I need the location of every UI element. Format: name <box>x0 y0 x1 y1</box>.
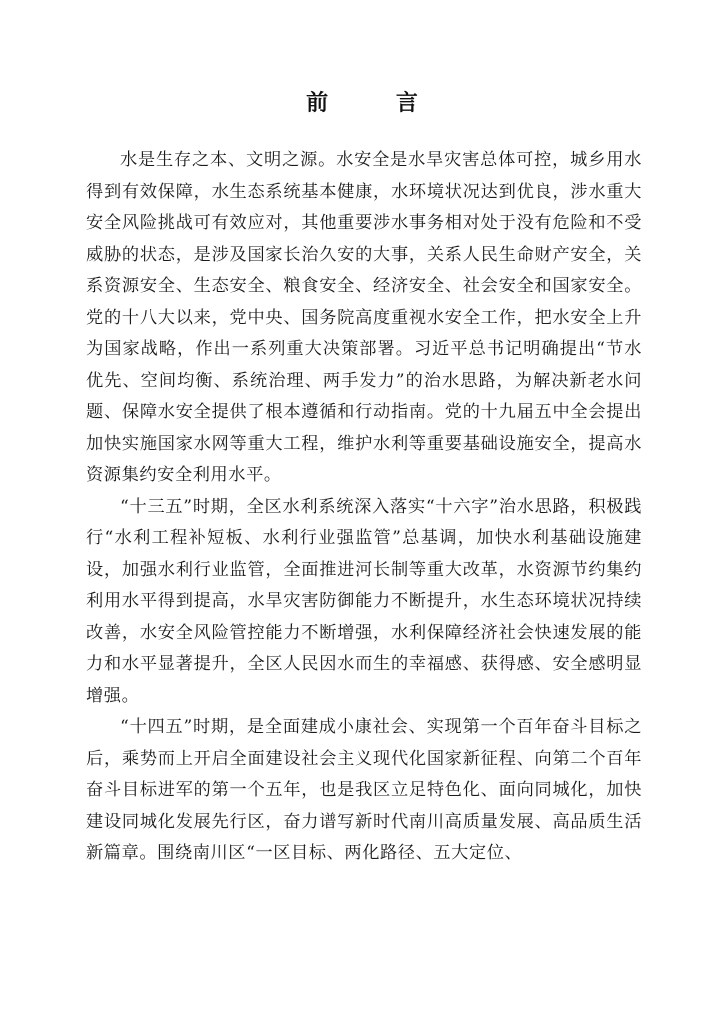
paragraph-3: “十四五”时期，是全面建成小康社会、实现第一个百年奋斗目标之后，乘势而上开启全面建设社会主义现代化国家新征程、向第二个百年奋斗目标进军的第一个五年，也是我区立足特色化、面向同城化，加快建设同城化发展先行区，奋力谱写新时代南川高质量发展、高品质生活新篇章。围绕南川区“一区目标、两化路径、五大定位、 <box>86 717 642 863</box>
page-title: 前 言 <box>306 90 448 116</box>
paragraph-2: “十三五”时期，全区水利系统深入落实“十六字”治水思路，积极践行“水利工程补短板、水利行业强监管”总基调，加快水利基础设施建设，加强水利行业监管，全面推进河长制等重大改革，水资源节约集约利用水平得到提高，水旱灾害防御能力不断提升，水生态环境状况持续改善，水安全风险管控能力不断增强，水利保障经济社会快速发展的能力和水平显著提升，全区人民因水而生的幸福感、获得感、安全感明显增强。 <box>86 496 642 706</box>
paragraph-1: 水是生存之本、文明之源。水安全是水旱灾害总体可控，城乡用水得到有效保障，水生态系统基本健康，水环境状况达到优良，涉水重大安全风险挑战可有效应对，其他重要涉水事务相对处于没有危险和不受威胁的状态，是涉及国家长治久安的大事，关系人民生命财产安全，关系资源安全、生态安全、粮食安全、经济安全、社会安全和国家安全。党的十八大以来，党中央、国务院高度重视水安全工作，把水安全上升为国家战略，作出一系列重大决策部署。习近平总书记明确提出“节水优先、空间均衡、系统治理、两手发力”的治水思路，为解决新老水问题、保障水安全提供了根本遵循和行动指南。党的十九届五中全会提出加快实施国家水网等重大工程，维护水利等重要基础设施安全，提高水资源集约安全利用水平。 <box>86 150 642 485</box>
document-body <box>86 145 642 870</box>
